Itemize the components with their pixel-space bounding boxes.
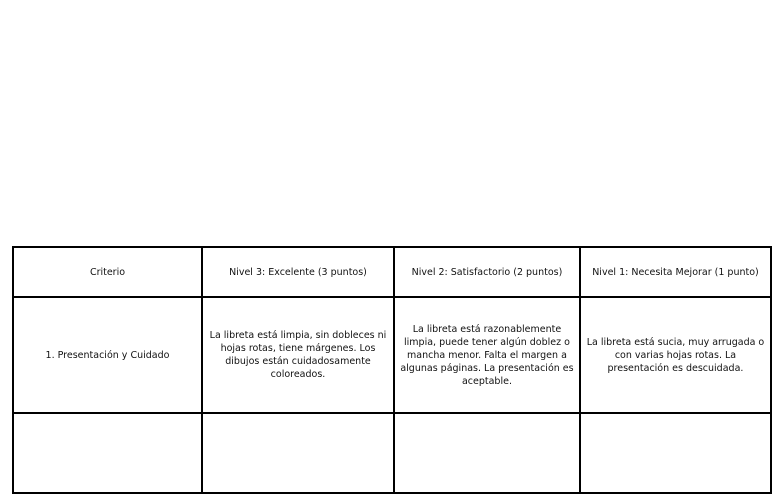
level-3-cell (202, 413, 394, 493)
level-1-cell: La libreta está sucia, muy arrugada o con varias hojas rotas. La presentación es descuidada. (580, 297, 771, 413)
header-criterio: Criterio (13, 247, 202, 297)
level-2-cell (394, 413, 580, 493)
rubric-table (12, 246, 772, 494)
rubric-body (13, 297, 771, 493)
level-1-cell (580, 413, 771, 493)
header-nivel-1: Nivel 1: Necesita Mejorar (1 punto) (580, 247, 771, 297)
criterion-cell (13, 413, 202, 493)
level-3-cell: La libreta está limpia, sin dobleces ni hojas rotas, tiene márgenes. Los dibujos están cuidadosamente coloreados. (202, 297, 394, 413)
table-row (13, 413, 771, 493)
header-nivel-2: Nivel 2: Satisfactorio (2 puntos) (394, 247, 580, 297)
level-2-cell: La libreta está razonablemente limpia, puede tener algún doblez o mancha menor. Falta el margen a algunas páginas. La presentación es aceptable. (394, 297, 580, 413)
rubric-header (13, 247, 771, 297)
table-row (13, 297, 771, 413)
header-row (13, 247, 771, 297)
header-nivel-3: Nivel 3: Excelente (3 puntos) (202, 247, 394, 297)
criterion-cell: 1. Presentación y Cuidado (13, 297, 202, 413)
